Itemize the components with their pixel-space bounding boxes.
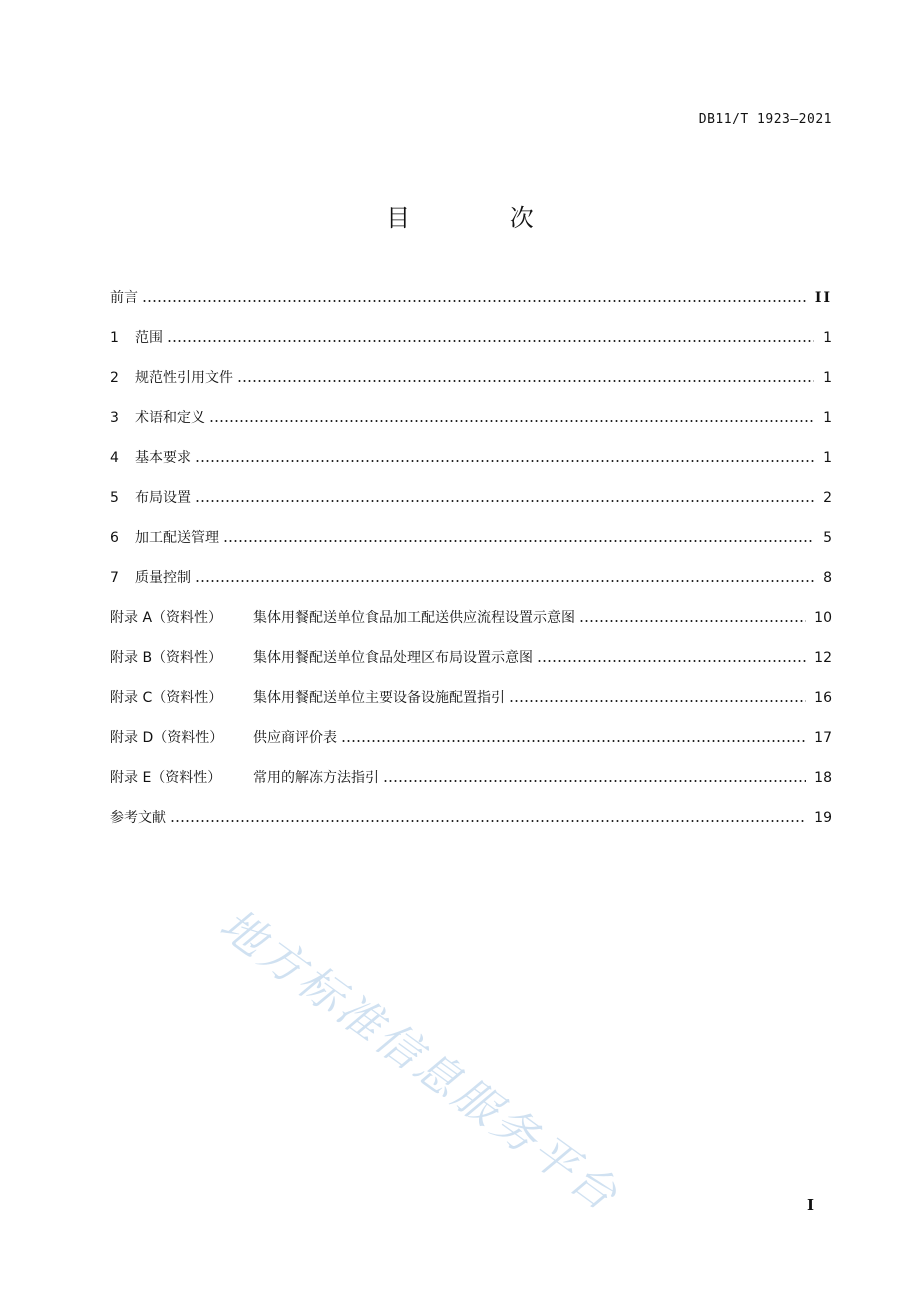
toc-entry-label: 规范性引用文件 [135, 370, 233, 386]
dot-leader [195, 500, 814, 502]
dot-leader [142, 300, 807, 302]
toc-entry-page: 16 [814, 690, 832, 706]
toc-entry-page: 10 [814, 610, 832, 626]
toc-entry-2[interactable] [110, 358, 832, 398]
toc-entry-label: 布局设置 [135, 490, 191, 506]
toc-entry-6[interactable] [110, 518, 832, 558]
dot-leader [537, 660, 806, 662]
toc-entry-number: 3 [110, 410, 119, 426]
document-code: DB11/T 1923—2021 [698, 112, 832, 127]
dot-leader [167, 340, 814, 342]
toc-entry-label: 参考文献 [110, 810, 166, 826]
toc-entry-page: 1 [823, 370, 832, 386]
toc-entry-1[interactable] [110, 318, 832, 358]
toc-entry-label: 前言 [110, 290, 138, 306]
toc-entry-label: 质量控制 [135, 570, 191, 586]
toc-entry-number: 4 [110, 450, 119, 466]
toc-appendix-tag: 附录 B（资料性） [110, 650, 223, 666]
toc-entry-label: 基本要求 [135, 450, 191, 466]
toc-entry-appendix-e[interactable] [110, 758, 832, 798]
toc-appendix-tag: 附录 D（资料性） [110, 730, 224, 746]
toc-entry-appendix-c[interactable] [110, 678, 832, 718]
toc-entry-number: 1 [110, 330, 119, 346]
dot-leader [223, 540, 814, 542]
toc-entry-label: 集体用餐配送单位食品加工配送供应流程设置示意图 [253, 610, 575, 626]
toc-entry-label: 供应商评价表 [253, 730, 337, 746]
toc-entry-appendix-d[interactable] [110, 718, 832, 758]
page-title: 目 次 [386, 204, 580, 232]
toc-appendix-tag: 附录 E（资料性） [110, 770, 222, 786]
dot-leader [509, 700, 806, 702]
toc-entry-label: 常用的解冻方法指引 [253, 770, 379, 786]
toc-appendix-tag: 附录 A（资料性） [110, 610, 223, 626]
toc-entry-5[interactable] [110, 478, 832, 518]
watermark: 地方标准信息服务平台 [210, 899, 629, 1223]
toc-entry-label: 集体用餐配送单位食品处理区布局设置示意图 [253, 650, 533, 666]
toc-entry-page: 17 [814, 730, 832, 746]
dot-leader [341, 740, 806, 742]
dot-leader [195, 460, 814, 462]
dot-leader [237, 380, 814, 382]
dot-leader [195, 580, 814, 582]
toc-entry-page: 8 [823, 570, 832, 586]
toc-entry-appendix-a[interactable] [110, 598, 832, 638]
toc-entry-page: II [814, 290, 832, 306]
toc-entry-number: 2 [110, 370, 119, 386]
page-number: I [807, 1196, 815, 1214]
toc-entry-references[interactable] [110, 798, 832, 838]
toc-entry-4[interactable] [110, 438, 832, 478]
toc-entry-page: 2 [823, 490, 832, 506]
toc-entry-label: 术语和定义 [135, 410, 205, 426]
dot-leader [383, 780, 806, 782]
dot-leader [170, 820, 806, 822]
toc-entry-page: 1 [823, 410, 832, 426]
toc-entry-number: 5 [110, 490, 119, 506]
toc-entry-3[interactable] [110, 398, 832, 438]
toc-entry-page: 12 [814, 650, 832, 666]
toc-appendix-tag: 附录 C（资料性） [110, 690, 223, 706]
toc-entry-label: 集体用餐配送单位主要设备设施配置指引 [253, 690, 505, 706]
toc-entry-page: 19 [814, 810, 832, 826]
toc-entry-page: 1 [823, 450, 832, 466]
toc-entry-label: 加工配送管理 [135, 530, 219, 546]
toc-entry-number: 6 [110, 530, 119, 546]
toc-entry-page: 18 [814, 770, 832, 786]
table-of-contents [110, 278, 832, 838]
toc-entry-7[interactable] [110, 558, 832, 598]
toc-entry-page: 1 [823, 330, 832, 346]
toc-entry-label: 范围 [135, 330, 163, 346]
toc-entry-number: 7 [110, 570, 119, 586]
toc-entry-page: 5 [823, 530, 832, 546]
toc-entry-appendix-b[interactable] [110, 638, 832, 678]
dot-leader [579, 620, 806, 622]
dot-leader [209, 420, 814, 422]
toc-entry-foreword[interactable] [110, 278, 832, 318]
